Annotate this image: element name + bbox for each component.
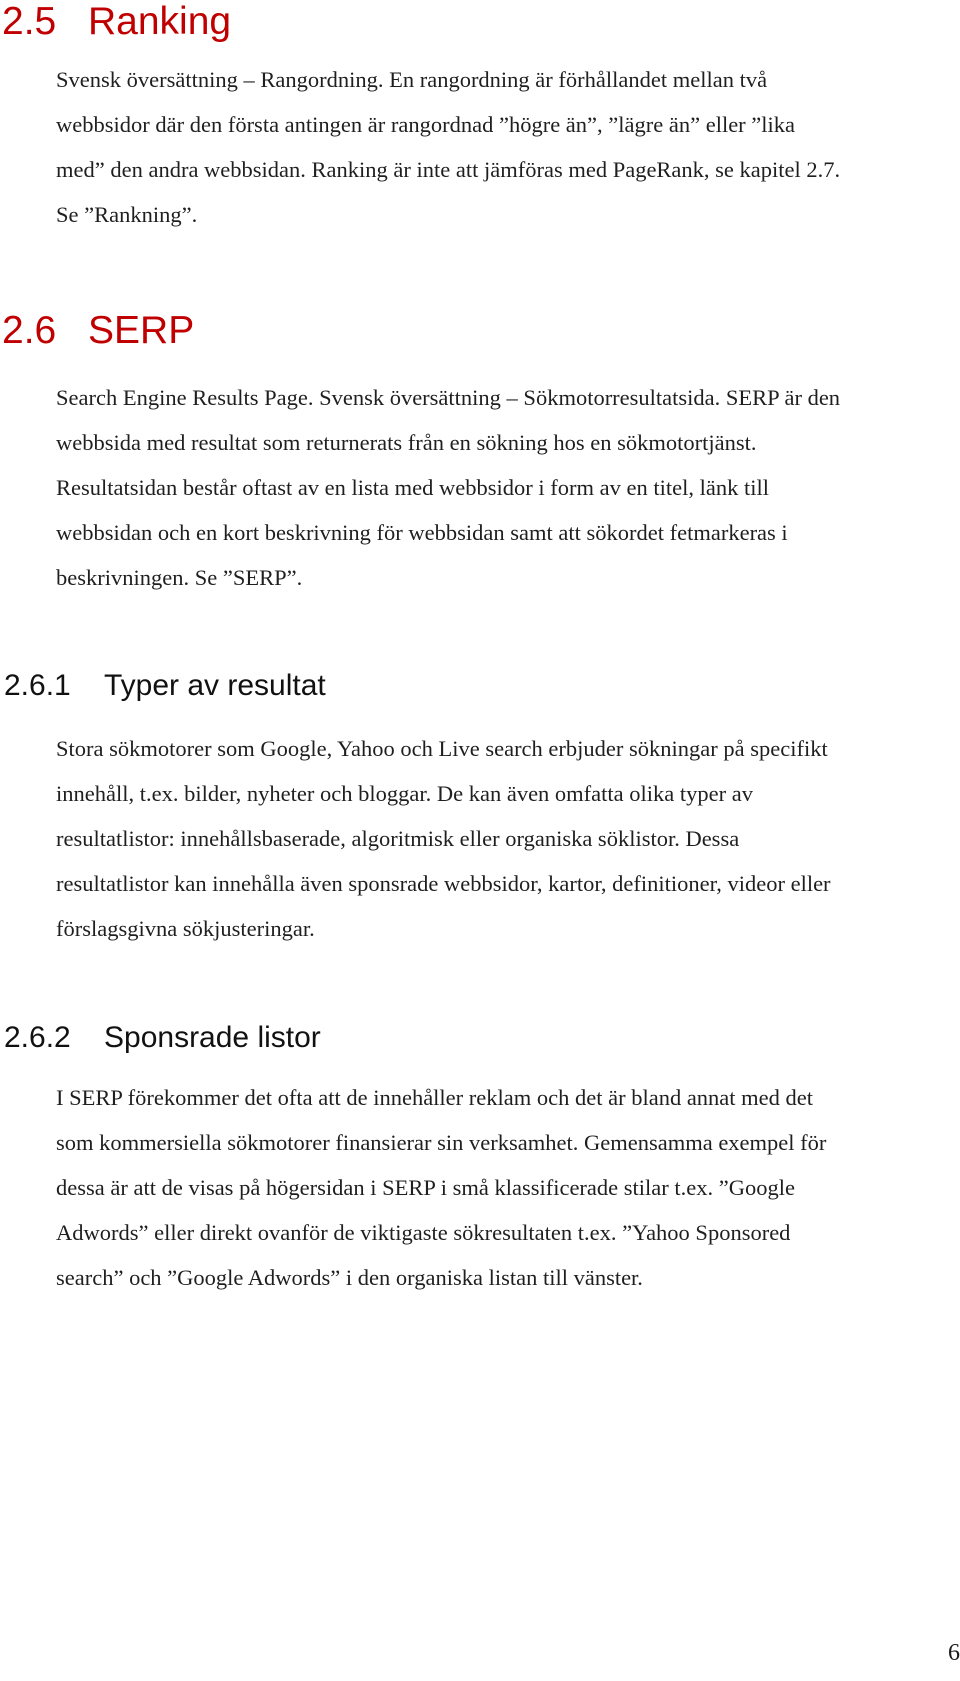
section-number: 2.6.2 [4,1021,71,1054]
paragraph-sponsrade-listor [56,1075,956,1300]
text-line: resultatlistor: innehållsbaserade, algoritmisk eller organiska söklistor. Dessa [56,826,740,851]
paragraph-serp [56,375,956,600]
text-line: search” och ”Google Adwords” i den organiska listan till vänster. [56,1265,643,1290]
text-line: med” den andra webbsidan. Ranking är inte att jämföras med PageRank, se kapitel 2.7. [56,157,841,182]
page-number: 6 [948,1640,960,1666]
section-number: 2.5 [2,0,57,43]
text-line: beskrivningen. Se ”SERP”. [56,565,303,590]
text-line: resultatlistor kan innehålla även sponsrade webbsidor, kartor, definitioner, videor eller [56,871,831,896]
text-line: Stora sökmotorer som Google, Yahoo och Live search erbjuder sökningar på specifikt [56,736,828,761]
text-line: I SERP förekommer det ofta att de innehåller reklam och det är bland annat med det [56,1085,814,1110]
section-title: Sponsrade listor [104,1021,321,1054]
subsection-heading-typer-av-resultat [4,671,326,701]
section-heading-serp [2,311,194,350]
text-line: Svensk översättning – Rangordning. En rangordning är förhållandet mellan två [56,67,768,92]
section-number: 2.6 [2,309,57,352]
text-line: Search Engine Results Page. Svensk översättning – Sökmotorresultatsida. SERP är den [56,385,841,410]
section-title: Ranking [88,0,232,43]
paragraph-ranking [56,57,956,237]
section-title: SERP [88,309,195,352]
text-line: dessa är att de visas på högersidan i SERP i små klassificerade stilar t.ex. ”Google [56,1175,795,1200]
text-line: innehåll, t.ex. bilder, nyheter och bloggar. De kan även omfatta olika typer av [56,781,753,806]
section-title: Typer av resultat [104,669,326,702]
text-line: förslagsgivna sökjusteringar. [56,916,315,941]
text-line: som kommersiella sökmotorer finansierar sin verksamhet. Gemensamma exempel för [56,1130,827,1155]
section-number: 2.6.1 [4,669,71,702]
text-line: Se ”Rankning”. [56,202,198,227]
text-line: webbsidor där den första antingen är rangordnad ”högre än”, ”lägre än” eller ”lika [56,112,796,137]
text-line: Resultatsidan består oftast av en lista med webbsidor i form av en titel, länk till [56,475,769,500]
text-line: Adwords” eller direkt ovanför de viktigaste sökresultaten t.ex. ”Yahoo Sponsored [56,1220,791,1245]
text-line: webbsidan och en kort beskrivning för webbsidan samt att sökordet fetmarkeras i [56,520,788,545]
subsection-heading-sponsrade-listor [4,1023,321,1053]
text-line: webbsida med resultat som returnerats från en sökning hos en sökmotortjänst. [56,430,757,455]
section-heading-ranking [2,2,231,41]
paragraph-typer-av-resultat [56,726,956,951]
